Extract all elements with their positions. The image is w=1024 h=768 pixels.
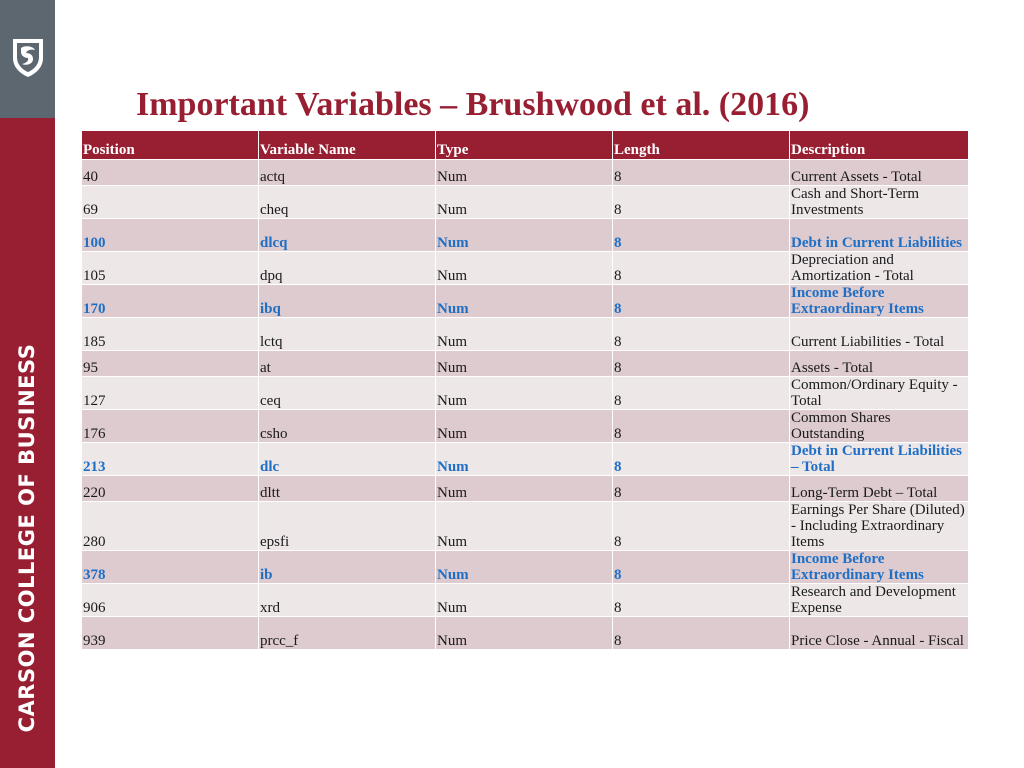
cell-type: Num xyxy=(436,410,613,443)
cell-position: 185 xyxy=(82,318,259,351)
cell-description: Current Liabilities - Total xyxy=(790,318,969,351)
cell-position: 220 xyxy=(82,476,259,502)
table-row xyxy=(82,377,969,410)
cell-position: 378 xyxy=(82,551,259,584)
slide-title: Important Variables – Brushwood et al. (2016) xyxy=(136,86,810,123)
cell-description: Income Before Extraordinary Items xyxy=(790,285,969,318)
cell-description: Price Close - Annual - Fiscal xyxy=(790,617,969,650)
cell-variable: xrd xyxy=(259,584,436,617)
cell-description: Debt in Current Liabilities xyxy=(790,219,969,252)
table-row xyxy=(82,285,969,318)
cell-position: 939 xyxy=(82,617,259,650)
column-header-type: Type xyxy=(436,131,613,160)
cell-type: Num xyxy=(436,285,613,318)
cell-variable: ceq xyxy=(259,377,436,410)
cell-variable: dlc xyxy=(259,443,436,476)
cell-type: Num xyxy=(436,351,613,377)
cell-position: 69 xyxy=(82,186,259,219)
cell-variable: prcc_f xyxy=(259,617,436,650)
cell-length: 8 xyxy=(613,285,790,318)
cell-description: Cash and Short-Term Investments xyxy=(790,186,969,219)
cell-length: 8 xyxy=(613,186,790,219)
cell-description: Common/Ordinary Equity - Total xyxy=(790,377,969,410)
cell-position: 280 xyxy=(82,502,259,551)
cell-type: Num xyxy=(436,584,613,617)
cell-length: 8 xyxy=(613,551,790,584)
table-row xyxy=(82,351,969,377)
table-row xyxy=(82,186,969,219)
cell-length: 8 xyxy=(613,410,790,443)
cell-length: 8 xyxy=(613,252,790,285)
column-header-length: Length xyxy=(613,131,790,160)
cell-position: 170 xyxy=(82,285,259,318)
table-row xyxy=(82,551,969,584)
cell-description: Common Shares Outstanding xyxy=(790,410,969,443)
cell-variable: epsfi xyxy=(259,502,436,551)
cell-description: Depreciation and Amortization - Total xyxy=(790,252,969,285)
cell-length: 8 xyxy=(613,502,790,551)
cell-type: Num xyxy=(436,443,613,476)
cell-description: Debt in Current Liabilities – Total xyxy=(790,443,969,476)
cell-length: 8 xyxy=(613,476,790,502)
cell-description: Research and Development Expense xyxy=(790,584,969,617)
cell-type: Num xyxy=(436,318,613,351)
cell-variable: csho xyxy=(259,410,436,443)
table-row xyxy=(82,584,969,617)
cell-variable: dpq xyxy=(259,252,436,285)
cell-position: 40 xyxy=(82,160,259,186)
cell-position: 176 xyxy=(82,410,259,443)
cell-length: 8 xyxy=(613,617,790,650)
cell-variable: lctq xyxy=(259,318,436,351)
college-brand-text: CARSON COLLEGE OF BUSINESS xyxy=(15,343,39,733)
cell-variable: at xyxy=(259,351,436,377)
table-row xyxy=(82,617,969,650)
cell-description: Current Assets - Total xyxy=(790,160,969,186)
cell-length: 8 xyxy=(613,377,790,410)
cell-description: Income Before Extraordinary Items xyxy=(790,551,969,584)
table-row xyxy=(82,160,969,186)
cell-variable: ibq xyxy=(259,285,436,318)
table-row xyxy=(82,252,969,285)
cell-variable: cheq xyxy=(259,186,436,219)
cell-position: 213 xyxy=(82,443,259,476)
cell-variable: dlcq xyxy=(259,219,436,252)
cell-description: Earnings Per Share (Diluted) - Including Extraordinary Items xyxy=(790,502,969,551)
cell-type: Num xyxy=(436,160,613,186)
cell-position: 100 xyxy=(82,219,259,252)
cell-variable: dltt xyxy=(259,476,436,502)
cell-variable: actq xyxy=(259,160,436,186)
cell-length: 8 xyxy=(613,318,790,351)
cell-length: 8 xyxy=(613,584,790,617)
cell-type: Num xyxy=(436,476,613,502)
cell-position: 906 xyxy=(82,584,259,617)
table-row xyxy=(82,502,969,551)
cell-type: Num xyxy=(436,377,613,410)
cell-type: Num xyxy=(436,219,613,252)
cell-type: Num xyxy=(436,186,613,219)
table-row xyxy=(82,476,969,502)
cell-position: 105 xyxy=(82,252,259,285)
variables-table xyxy=(81,130,969,650)
table-row xyxy=(82,410,969,443)
cell-variable: ib xyxy=(259,551,436,584)
cell-type: Num xyxy=(436,617,613,650)
cell-position: 95 xyxy=(82,351,259,377)
sidebar-logo-panel xyxy=(0,0,55,118)
cell-position: 127 xyxy=(82,377,259,410)
cell-length: 8 xyxy=(613,160,790,186)
table-header-row xyxy=(82,131,969,160)
cell-length: 8 xyxy=(613,351,790,377)
cell-type: Num xyxy=(436,502,613,551)
wsu-cougar-shield-icon xyxy=(11,36,45,78)
table-row xyxy=(82,219,969,252)
cell-type: Num xyxy=(436,551,613,584)
column-header-description: Description xyxy=(790,131,969,160)
cell-length: 8 xyxy=(613,443,790,476)
column-header-variable-name: Variable Name xyxy=(259,131,436,160)
table-row xyxy=(82,443,969,476)
cell-length: 8 xyxy=(613,219,790,252)
cell-type: Num xyxy=(436,252,613,285)
column-header-position: Position xyxy=(82,131,259,160)
cell-description: Long-Term Debt – Total xyxy=(790,476,969,502)
table-row xyxy=(82,318,969,351)
cell-description: Assets - Total xyxy=(790,351,969,377)
